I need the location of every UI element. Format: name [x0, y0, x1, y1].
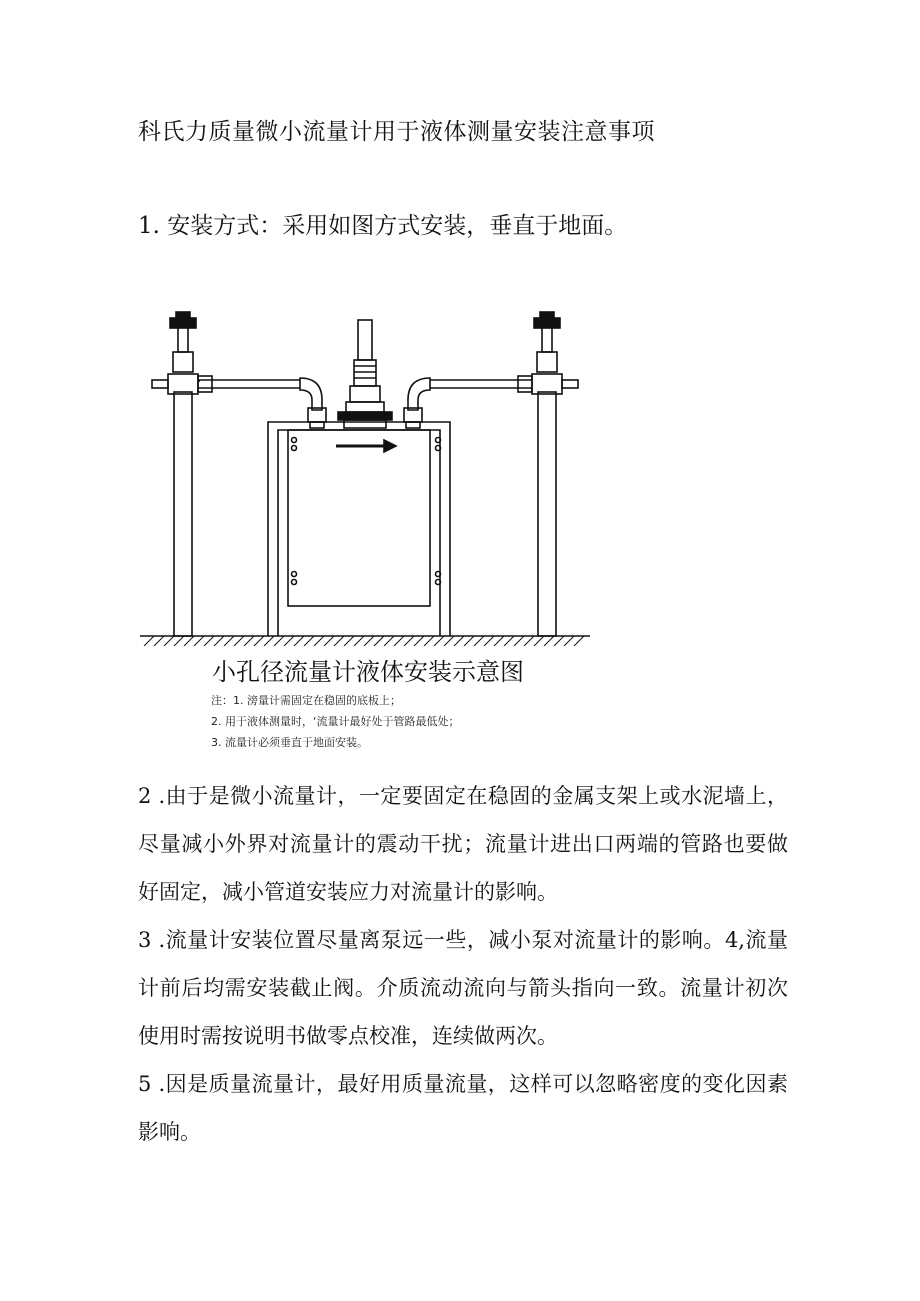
flowmeter-body — [288, 430, 441, 606]
flow-direction-arrow — [336, 440, 396, 452]
figure-caption: 小孔径流量计液体安装示意图 — [212, 658, 524, 686]
figure-note: 3. 流量计必须垂直于地面安装。 — [211, 736, 368, 749]
document-title: 科氏力质量微小流量计用于液体测量安装注意事项 — [138, 119, 655, 145]
ground-line — [140, 636, 590, 646]
paragraph-5: 5 .因是质量流量计，最好用质量流量，这样可以忽略密度的变化因素影响。 — [138, 1072, 788, 1144]
inlet-pipe — [198, 376, 326, 428]
figure-note: 注：1. 滂量计需固定在稳固的底板上； — [211, 694, 401, 707]
mounting-base — [268, 422, 450, 636]
installation-diagram — [140, 296, 590, 646]
cable-connector — [338, 320, 392, 428]
right-valve-assembly — [532, 312, 578, 636]
figure-note: 2. 用于液体测量时，‘流量计最好处于管路最低处； — [211, 715, 460, 728]
step-1-text: 1. 安装方式：采用如图方式安装，垂直于地面。 — [138, 213, 628, 239]
figure-notes — [211, 690, 460, 753]
left-valve-assembly — [152, 312, 200, 636]
outlet-pipe — [404, 376, 532, 428]
paragraph-3: 3 .流量计安装位置尽量离泵远一些，减小泵对流量计的影响。4,流量计前后均需安装截止阀。介质流动流向与箭头指向一致。流量计初次使用时需按说明书做零点校准，连续做两次。 — [138, 928, 788, 1048]
paragraph-2: 2 .由于是微小流量计，一定要固定在稳固的金属支架上或水泥墙上，尽量减小外界对流量计的震动干扰；流量计进出口两端的管路也要做好固定，减小管道安装应力对流量计的影响。 — [138, 784, 788, 904]
